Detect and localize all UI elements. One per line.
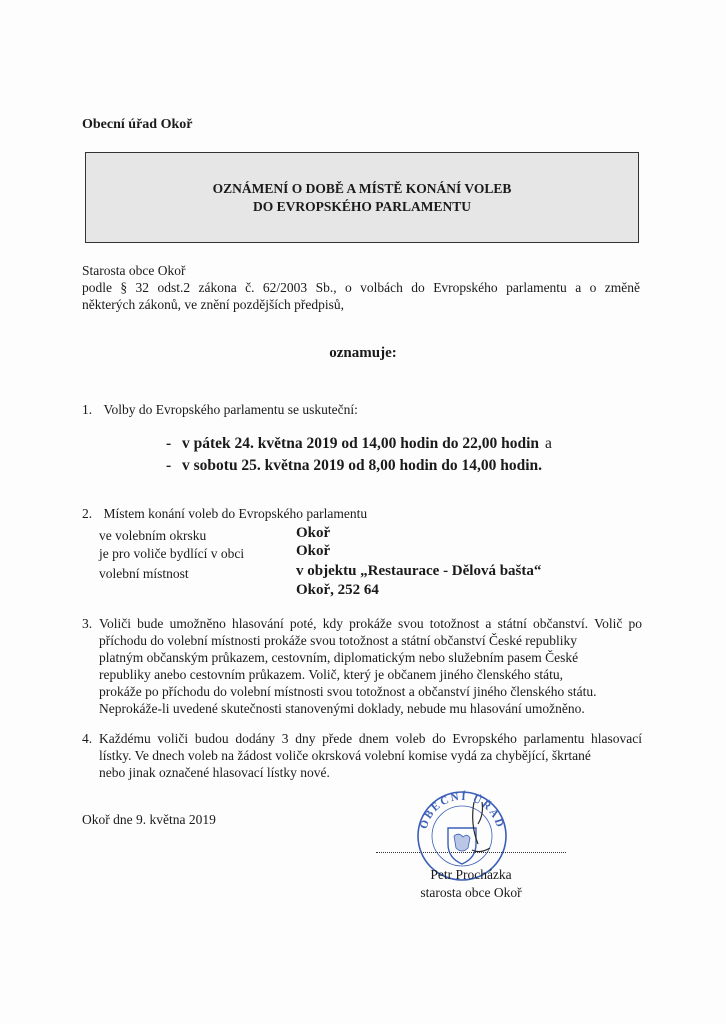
location-value: Okoř, 252 64 — [296, 582, 379, 598]
item-2-text: Místem konání voleb do Evropského parlamentu — [103, 506, 368, 521]
date-dash: - — [166, 457, 172, 474]
item-4-line: nebo jinak označené hlasovací lístky nové. — [99, 765, 330, 780]
item-4-line: Každému voliči budou dodány 3 dny přede dnem voleb do Evropského parlamentu hlasovací — [99, 731, 642, 746]
office-name: Obecní úřad Okoř — [82, 117, 193, 132]
stamp-text: OBECNÍ ÚŘAD — [417, 790, 507, 831]
title-box — [85, 152, 639, 243]
stamp-lion-icon — [454, 834, 470, 851]
announce-heading: oznamuje: — [329, 345, 397, 361]
signer-name: Petr Procházka — [430, 867, 512, 882]
title-line-1: OZNÁMENÍ O DOBĚ A MÍSTĚ KONÁNÍ VOLEB — [212, 180, 512, 196]
item-3-line: Neprokáže-li uvedené skutečnosti stanovenými doklady, nebude mu hlasování umožněno. — [99, 701, 585, 716]
item-3-line: příchodu do volební místnosti prokáže svou totožnost a státní občanství České republiky — [99, 633, 578, 648]
item-2 — [82, 506, 367, 522]
date-line: Okoř dne 9. května 2019 — [82, 812, 216, 827]
item-4-line: lístky. Ve dnech voleb na žádost voliče okrsková volební komise vydá za chybějící, škrtané — [99, 748, 591, 763]
item-3-number: 3. — [82, 616, 93, 631]
date-text: v pátek 24. května 2019 od 14,00 hodin do 22,00 hodin — [182, 435, 540, 452]
item-3-line: prokáže po příchodu do volební místnosti svou totožnost a občanství jiného členského státu. — [99, 684, 597, 699]
location-label: ve volebním okrsku — [99, 528, 207, 543]
signature-line — [376, 852, 566, 853]
location-label: je pro voliče bydlící v obci — [99, 546, 245, 561]
date-text: v sobotu 25. května 2019 od 8,00 hodin do 14,00 hodin. — [182, 457, 543, 474]
item-1-text: Volby do Evropského parlamentu se uskuteční: — [103, 402, 358, 417]
signer-role: starosta obce Okoř — [420, 885, 522, 900]
item-3-line: republiky anebo cestovním průkazem. Volič, který je občanem jiného členského státu, — [99, 667, 563, 682]
location-value: Okoř — [296, 525, 331, 541]
item-3-line: Voliči bude umožněno hlasování poté, kdy prokáže svou totožnost a státní občanství. Volič po — [99, 616, 642, 631]
intro-line-1: Starosta obce Okoř — [82, 263, 186, 278]
title-line-2: DO EVROPSKÉHO PARLAMENTU — [252, 198, 471, 214]
signer-block — [376, 866, 566, 902]
item-1 — [82, 401, 358, 418]
date-tail: a — [545, 435, 552, 452]
intro-line-2: podle § 32 odst.2 zákona č. 62/2003 Sb., o volbách do Evropského parlamentu a o změně — [82, 280, 640, 295]
intro-paragraph — [82, 262, 640, 313]
location-value: Okoř — [296, 543, 331, 559]
location-value: v objektu „Restaurace - Dělová bašta“ — [296, 563, 542, 579]
election-date-row — [166, 433, 552, 455]
item-4-text — [99, 730, 642, 781]
intro-line-3: některých zákonů, ve znění pozdějších předpisů, — [82, 297, 345, 312]
election-dates — [166, 433, 552, 477]
date-dash: - — [166, 435, 172, 452]
location-label: volební místnost — [99, 566, 189, 581]
item-4 — [82, 730, 642, 781]
election-date-row — [166, 455, 552, 477]
item-1-number: 1. — [82, 402, 93, 417]
item-4-number: 4. — [82, 731, 93, 746]
item-3-line: platným občanským průkazem, cestovním, diplomatickým nebo služebním pasem České — [99, 650, 579, 665]
item-3 — [82, 615, 642, 717]
item-3-text — [99, 615, 642, 717]
item-2-number: 2. — [82, 506, 93, 521]
